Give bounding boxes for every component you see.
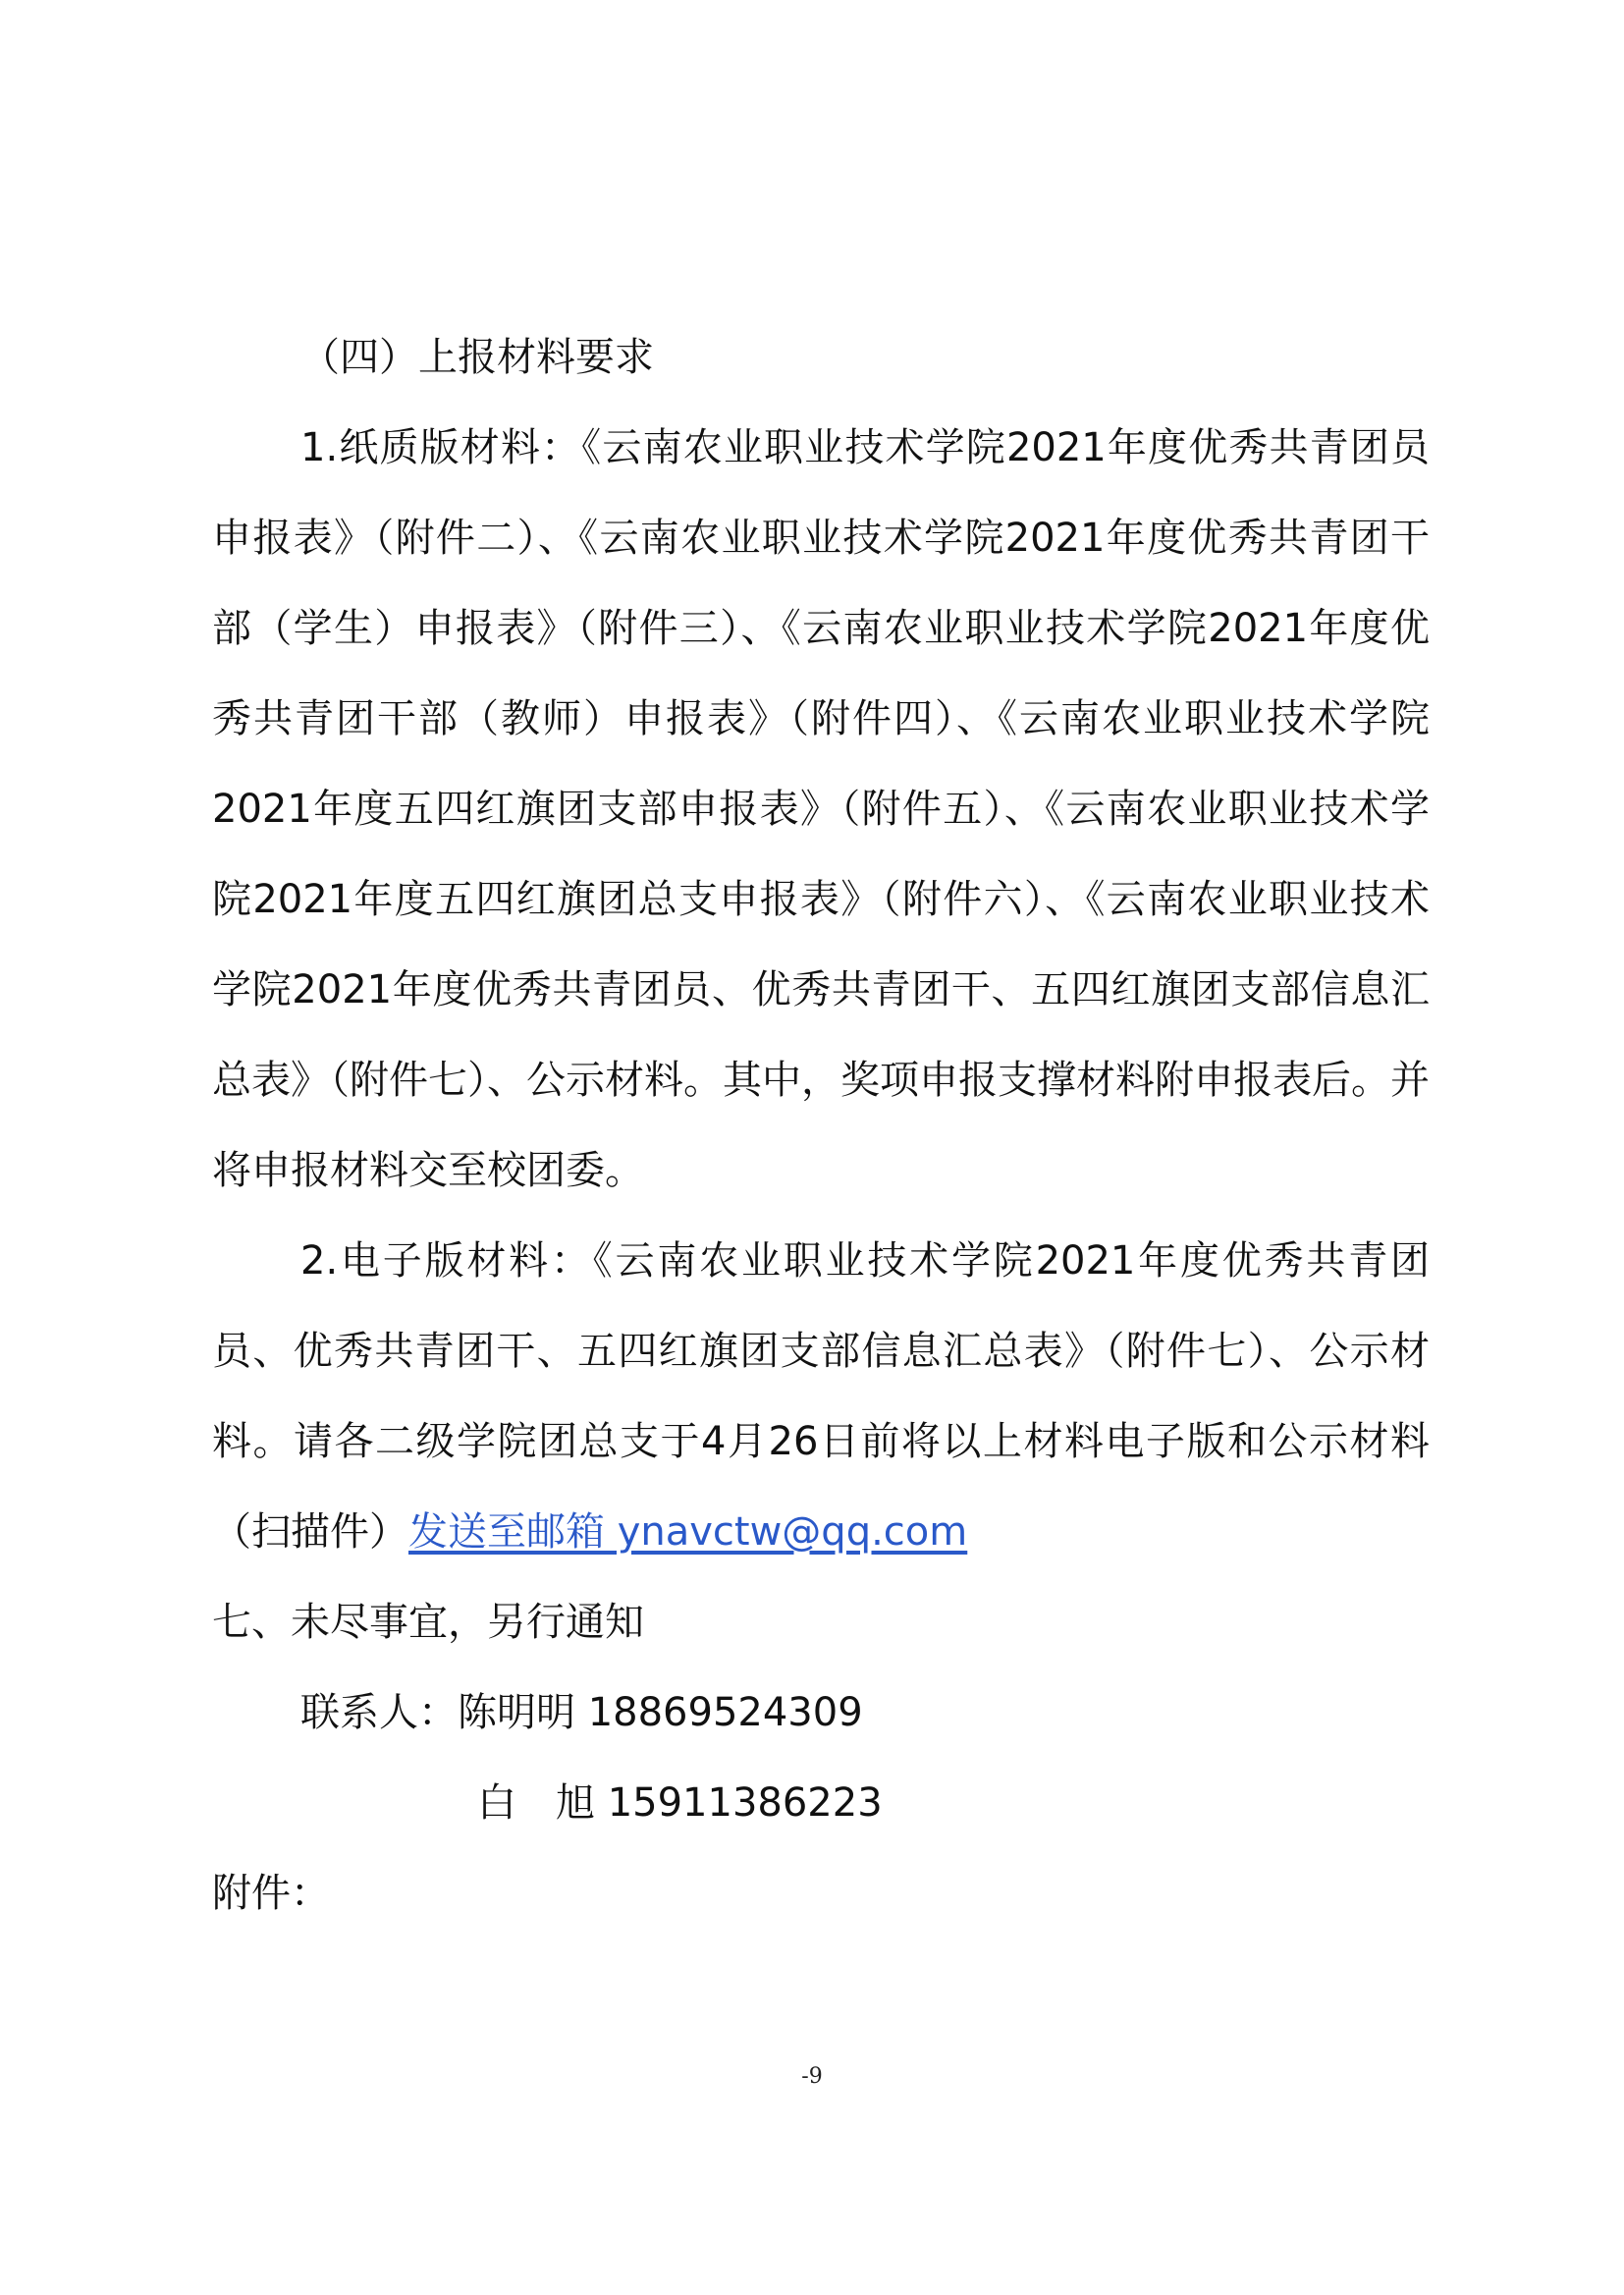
contact-label: 联系人：	[300, 1690, 458, 1735]
email-link[interactable]: 发送至邮箱 ynavctw@qq.com	[408, 1509, 968, 1555]
section-seven-heading: 七、未尽事宜，另行通知	[212, 1600, 644, 1645]
contact-line-primary	[212, 1667, 1430, 1758]
paper-materials-paragraph: 1.纸质版材料：《云南农业职业技术学院2021年度优秀共青团员申报表》（附件二）、《云南农业职业技术学院2021年度优秀共青团干部（学生）申报表》（附件三）、《云南农业职业技术学院2021年度优秀共青团干部（教师）申报表》（附件四）、《云南农业职业技术学院2021年度五四红旗团支部申报表》（附件五）、《云南农业职业技术学院2021年度五四红旗团总支申报表》（附件六）、《云南农业职业技术学院2021年度优秀共青团员、优秀共青团干、五四红旗团支部信息汇总表》（附件七）、公示材料。其中，奖项申报支撑材料附申报表后。并将申报材料交至校团委。	[212, 425, 1430, 1193]
contact-second: 白 旭 15911386223	[477, 1780, 883, 1826]
page-number: -9	[801, 2064, 823, 2089]
attachments-label: 附件：	[212, 1871, 330, 1916]
section-heading-report-requirements: （四）上报材料要求	[300, 335, 654, 380]
document-body	[212, 312, 1430, 1939]
electronic-materials-paragraph	[212, 1216, 1430, 1577]
electronic-materials-text: 2.电子版材料：《云南农业职业技术学院2021年度优秀共青团员、优秀共青团干、五四红旗团支部信息汇总表》（附件七）、公示材料。请各二级学院团总支于4月26日前将以上材料电子版和公示材料（扫描件）	[212, 1238, 1430, 1555]
contact-first: 陈明明 18869524309	[458, 1690, 863, 1735]
